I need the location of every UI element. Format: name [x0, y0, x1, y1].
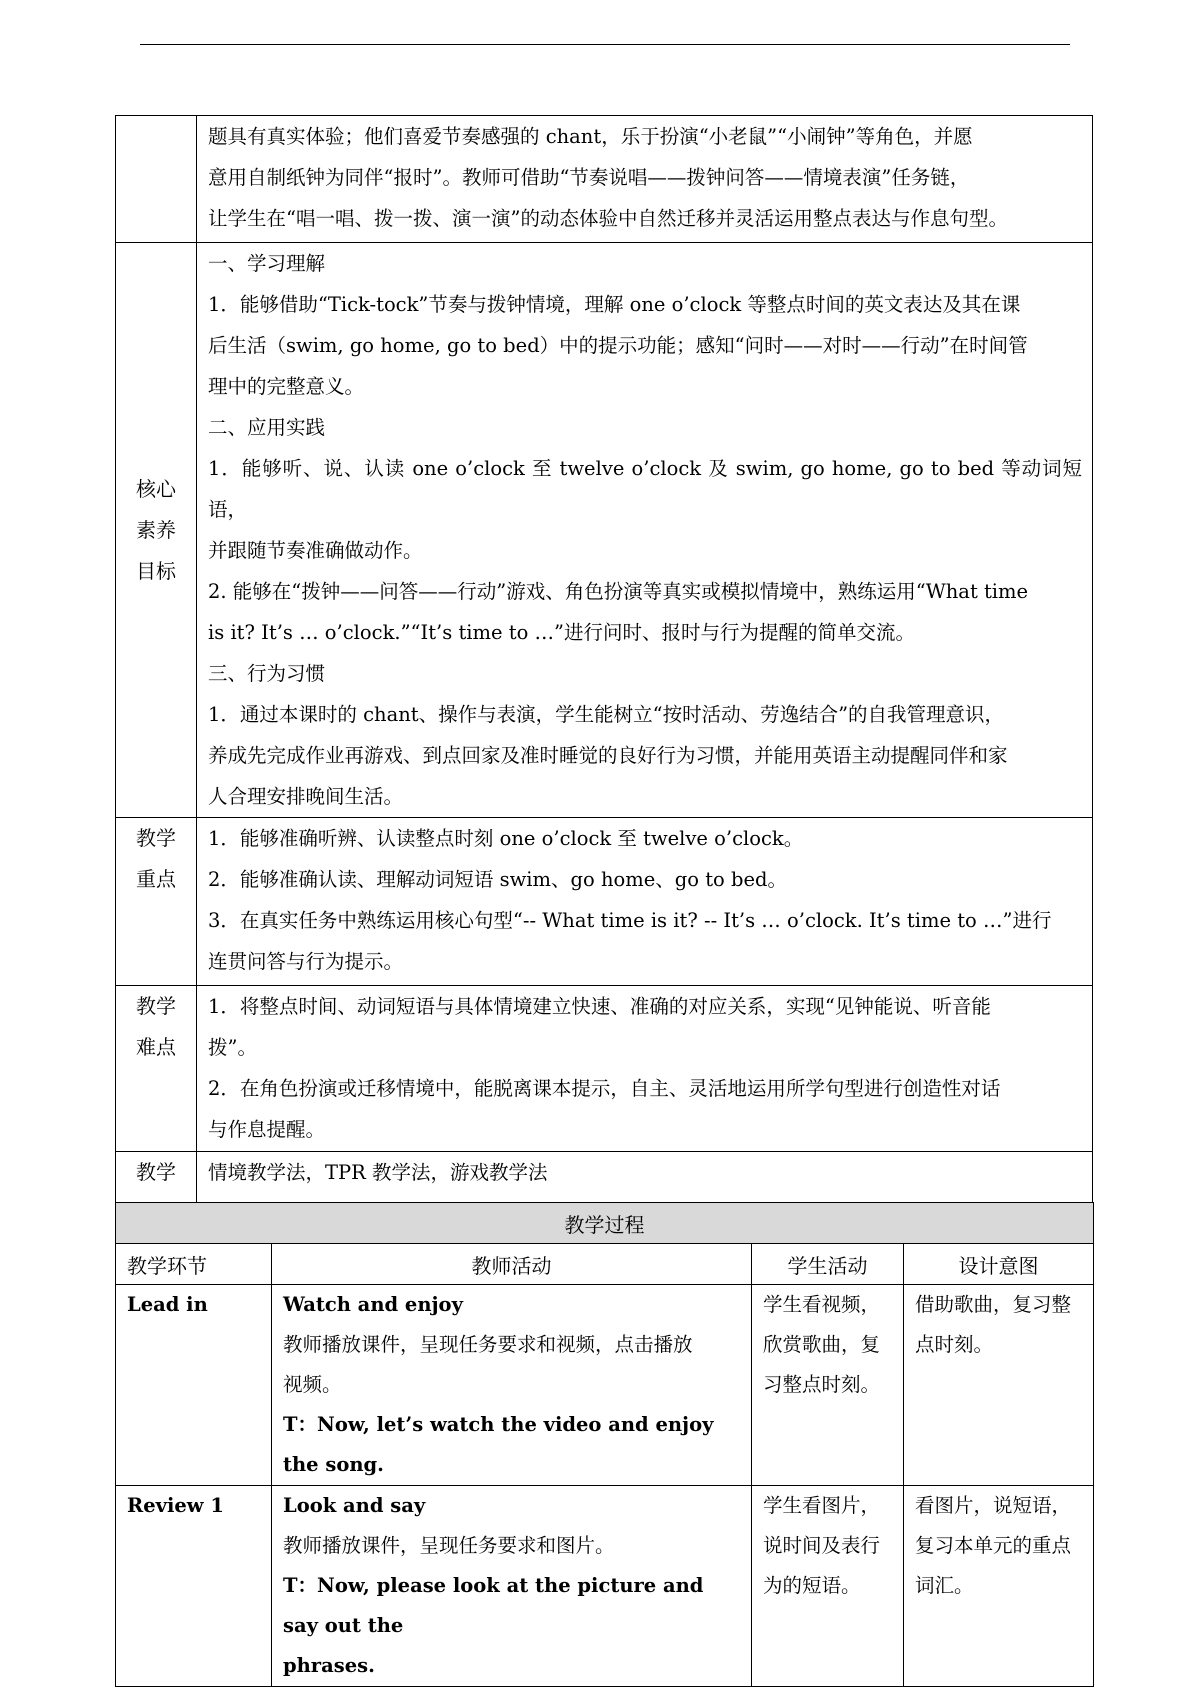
text-line: 拨”。 [208, 1036, 257, 1059]
text-line: 教师播放课件，呈现任务要求和视频，点击播放 [283, 1333, 693, 1356]
text-line: 养成先完成作业再游戏、到点回家及准时睡觉的良好行为习惯，并能用英语主动提醒同伴和家 [208, 744, 1008, 767]
section-heading: 三、行为习惯 [208, 662, 326, 685]
text-line: 意用自制纸钟为同伴“报时”。教师可借助“节奏说唱——拨钟问答——情境表演”任务链， [208, 166, 970, 189]
text-line: 让学生在“唱一唱、拨一拨、演一演”的动态体验中自然迁移并灵活运用整点表达与作息句型。 [208, 207, 1008, 230]
key-points-row [116, 818, 1093, 986]
text-line: 欣赏歌曲，复 [763, 1333, 881, 1356]
column-header: 设计意图 [904, 1244, 1094, 1285]
activity-title: Watch and enjoy [283, 1293, 463, 1316]
column-header: 教师活动 [272, 1244, 752, 1285]
label-line: 素养 [136, 517, 176, 542]
text-line: 题具有真实体验；他们喜爱节奏感强的 chant，乐于扮演“小老鼠”“小闹钟”等角色，并愿 [208, 125, 973, 148]
difficulties-row [116, 986, 1093, 1152]
analysis-continuation-text [197, 116, 1093, 243]
difficulties-label [116, 986, 197, 1152]
activity-title: Look and say [283, 1494, 426, 1517]
text-line: 与作息提醒。 [208, 1118, 326, 1141]
design-intent-cell [904, 1285, 1094, 1486]
core-goals-label [116, 243, 197, 818]
student-activity-cell [752, 1285, 904, 1486]
design-intent-cell [904, 1486, 1094, 1687]
text-line: 看图片，说短语， [915, 1494, 1072, 1517]
analysis-continuation-row [116, 116, 1093, 243]
process-title: 教学过程 [116, 1203, 1094, 1244]
teacher-activity-cell [272, 1486, 752, 1687]
empty-label-cell [116, 116, 197, 243]
text-line: 并跟随节奏准确做动作。 [208, 539, 423, 562]
label-line: 教学 [136, 994, 176, 1018]
label-line: 教学 [136, 826, 176, 850]
stage-cell: Review 1 [116, 1486, 272, 1687]
process-header-row [116, 1244, 1094, 1285]
text-line: 词汇。 [915, 1574, 974, 1597]
text-line: 教师播放课件，呈现任务要求和图片。 [283, 1534, 615, 1557]
process-title-row [116, 1203, 1094, 1244]
text-line: 连贯问答与行为提示。 [208, 950, 404, 973]
teacher-activity-cell [272, 1285, 752, 1486]
label-line: 重点 [136, 867, 176, 891]
text-line: 人合理安排晚间生活。 [208, 785, 404, 808]
text-line: 为的短语。 [763, 1574, 861, 1597]
text-line: 1．通过本课时的 chant、操作与表演，学生能树立“按时活动、劳逸结合”的自我管理意识， [208, 703, 1005, 726]
label-line: 核心 [136, 476, 176, 501]
text-line: 视频。 [283, 1373, 342, 1396]
text-line: 后生活（swim, go home, go to bed）中的提示功能；感知“问时——对时——行动”在时间管 [208, 334, 1028, 357]
section-heading: 一、学习理解 [208, 252, 326, 275]
key-points-label [116, 818, 197, 986]
text-line: 习整点时刻。 [763, 1373, 881, 1396]
text-line: is it? It’s … o’clock.”“It’s time to …”进行问时、报时与行为提醒的简单交流。 [208, 621, 916, 644]
difficulties-content [197, 986, 1093, 1152]
lesson-info-table [115, 115, 1093, 1236]
teaching-process-table [115, 1202, 1094, 1687]
text-line: phrases. [283, 1654, 375, 1677]
text-line: 3．在真实任务中熟练运用核心句型“-- What time is it? -- It’s … o’clock. It’s time to …”进行 [208, 909, 1052, 932]
text-line: 学生看视频， [763, 1293, 881, 1316]
text-line: 理中的完整意义。 [208, 375, 365, 398]
column-header: 学生活动 [752, 1244, 904, 1285]
student-activity-cell [752, 1486, 904, 1687]
text-line: 2. 能够在“拨钟——问答——行动”游戏、角色扮演等真实或模拟情境中，熟练运用“What time [208, 580, 1029, 603]
column-header: 教学环节 [116, 1244, 272, 1285]
key-points-content [197, 818, 1093, 986]
table-row [116, 1486, 1094, 1687]
stage-cell: Lead in [116, 1285, 272, 1486]
text-line: T：Now, let’s watch the video and enjoy the song. [283, 1413, 714, 1476]
section-heading: 二、应用实践 [208, 416, 326, 439]
label-line: 教学 [136, 1160, 176, 1184]
core-goals-content [197, 243, 1093, 818]
text-line: 情境教学法，TPR 教学法，游戏教学法 [208, 1161, 548, 1184]
core-goals-row [116, 243, 1093, 818]
label-line: 目标 [136, 558, 176, 583]
text-line: 学生看图片， [763, 1494, 881, 1517]
text-line: 复习本单元的重点 [915, 1534, 1072, 1557]
text-line: 1．将整点时间、动词短语与具体情境建立快速、准确的对应关系，实现“见钟能说、听音能 [208, 995, 991, 1018]
header-rule [140, 44, 1070, 45]
text-line: 点时刻。 [915, 1333, 994, 1356]
label-line: 难点 [136, 1035, 176, 1059]
text-line: 说时间及表行 [763, 1534, 881, 1557]
text-line: T：Now, please look at the picture and say out the [283, 1574, 704, 1637]
text-line: 1．能够听、说、认读 one o’clock 至 twelve o’clock 及 swim, go home, go to bed 等动词短语， [208, 457, 1082, 521]
text-line: 2．能够准确认读、理解动词短语 swim、go home、go to bed。 [208, 868, 787, 891]
text-line: 2．在角色扮演或迁移情境中，能脱离课本提示，自主、灵活地运用所学句型进行创造性对话 [208, 1077, 1001, 1100]
text-line: 1．能够准确听辨、认读整点时刻 one o’clock 至 twelve o’clock。 [208, 827, 804, 850]
text-line: 1．能够借助“Tick-tock”节奏与拨钟情境，理解 one o’clock 等整点时间的英文表达及其在课 [208, 293, 1021, 316]
table-row [116, 1285, 1094, 1486]
text-line: 借助歌曲，复习整 [915, 1293, 1072, 1316]
